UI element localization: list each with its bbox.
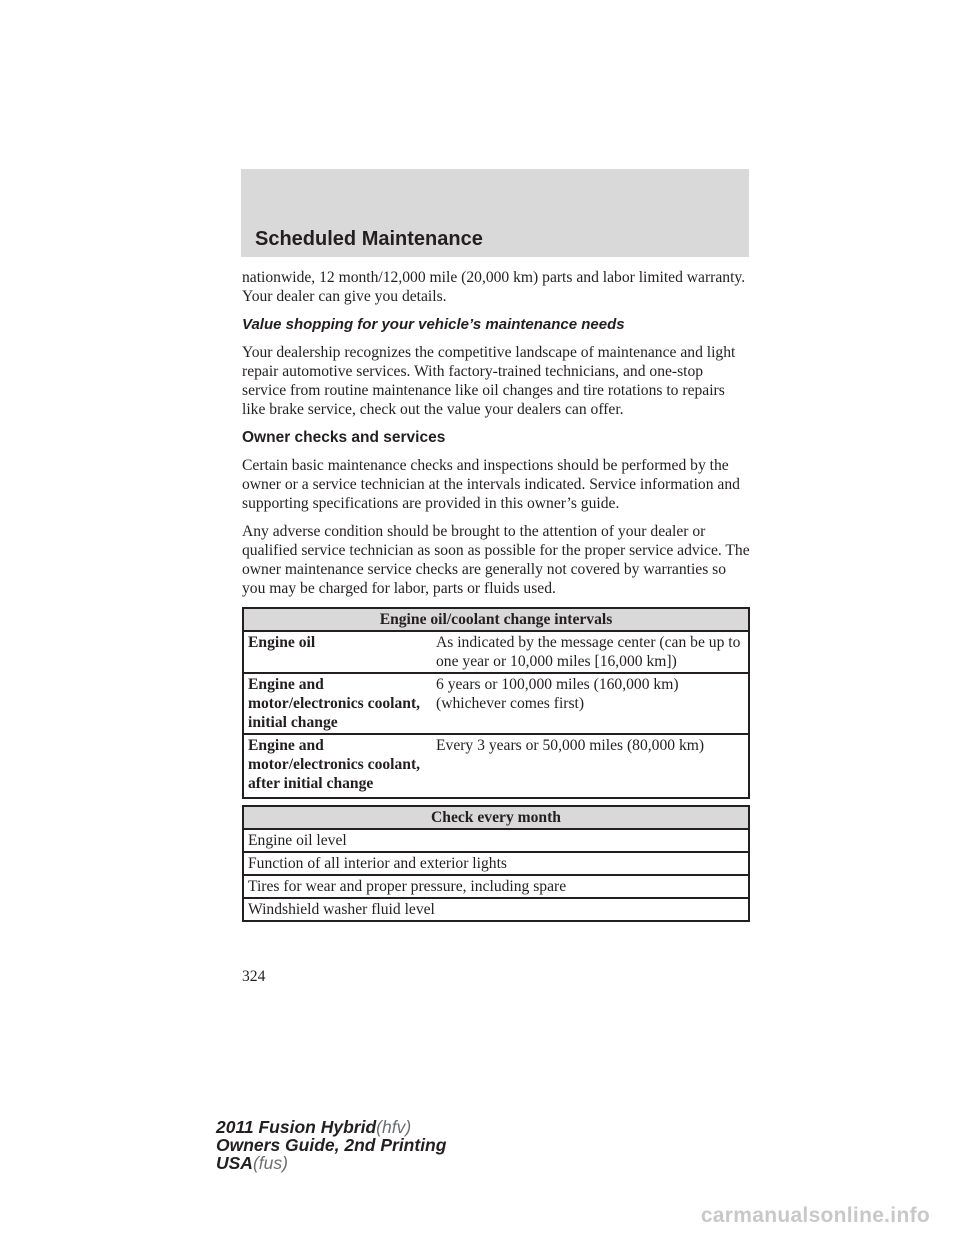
table-row xyxy=(243,875,749,898)
owner-checks-paragraph-1: Certain basic maintenance checks and inspections should be performed by the owner or a service technician at the intervals indicated. Service information and supporting specifications are provided in this owner’s guide. xyxy=(242,457,740,512)
value-shopping-heading: Value shopping for your vehicle’s maintenance needs xyxy=(242,316,625,333)
intro-paragraph: nationwide, 12 month/12,000 mile (20,000 km) parts and labor limited warranty. Your dealer can give you details. xyxy=(242,269,746,305)
interval-value: Every 3 years or 50,000 miles (80,000 km) xyxy=(432,734,749,798)
table-row xyxy=(243,734,749,798)
footer-model-code: (hfv) xyxy=(376,1117,412,1137)
table-row xyxy=(243,852,749,875)
monthly-checks-title: Check every month xyxy=(243,806,749,829)
page-content xyxy=(242,268,750,922)
interval-value: As indicated by the message center (can be up to one year or 10,000 miles [16,000 km]) xyxy=(432,631,749,673)
interval-value: 6 years or 100,000 miles (160,000 km) (whichever comes first) xyxy=(432,673,749,734)
footer-line-3 xyxy=(216,1154,446,1172)
table-row xyxy=(243,673,749,734)
monthly-check-item: Windshield washer fluid level xyxy=(243,898,749,921)
table-row xyxy=(243,898,749,921)
owner-checks-paragraph-2: Any adverse condition should be brought to the attention of your dealer or qualified service technician as soon as possible for the proper service advice. The owner maintenance service checks are generally not covered by warranties so you may be charged for labor, parts or fluids used. xyxy=(242,523,750,597)
page-number: 324 xyxy=(242,968,266,985)
table-row xyxy=(243,829,749,852)
monthly-checks-table xyxy=(242,805,750,922)
change-intervals-title: Engine oil/coolant change intervals xyxy=(243,608,749,631)
section-header-band xyxy=(241,169,749,257)
table-row xyxy=(243,631,749,673)
footer-line-1 xyxy=(216,1118,446,1136)
footer-model: 2011 Fusion Hybrid xyxy=(216,1117,377,1137)
owner-checks-heading: Owner checks and services xyxy=(242,429,446,446)
interval-label: Engine and motor/electronics coolant, initial change xyxy=(243,673,432,734)
change-intervals-table xyxy=(242,607,750,799)
interval-label: Engine oil xyxy=(243,631,432,673)
site-watermark: carmanualsonline.info xyxy=(700,1204,930,1227)
section-title: Scheduled Maintenance xyxy=(255,228,483,250)
value-shopping-paragraph: Your dealership recognizes the competitive landscape of maintenance and light repair automotive services. With factory-trained technicians, and one-stop service from routine maintenance like oil changes and tire rotations to repairs like brake service, check out the value your dealers can offer. xyxy=(242,344,736,418)
footer-region: USA xyxy=(216,1153,253,1173)
footer-line-2: Owners Guide, 2nd Printing xyxy=(216,1135,447,1155)
monthly-check-item: Engine oil level xyxy=(243,829,749,852)
monthly-check-item: Tires for wear and proper pressure, including spare xyxy=(243,875,749,898)
footer-region-code: (fus) xyxy=(252,1153,288,1173)
print-footer xyxy=(216,1118,446,1172)
monthly-check-item: Function of all interior and exterior lights xyxy=(243,852,749,875)
interval-label: Engine and motor/electronics coolant, after initial change xyxy=(243,734,432,798)
